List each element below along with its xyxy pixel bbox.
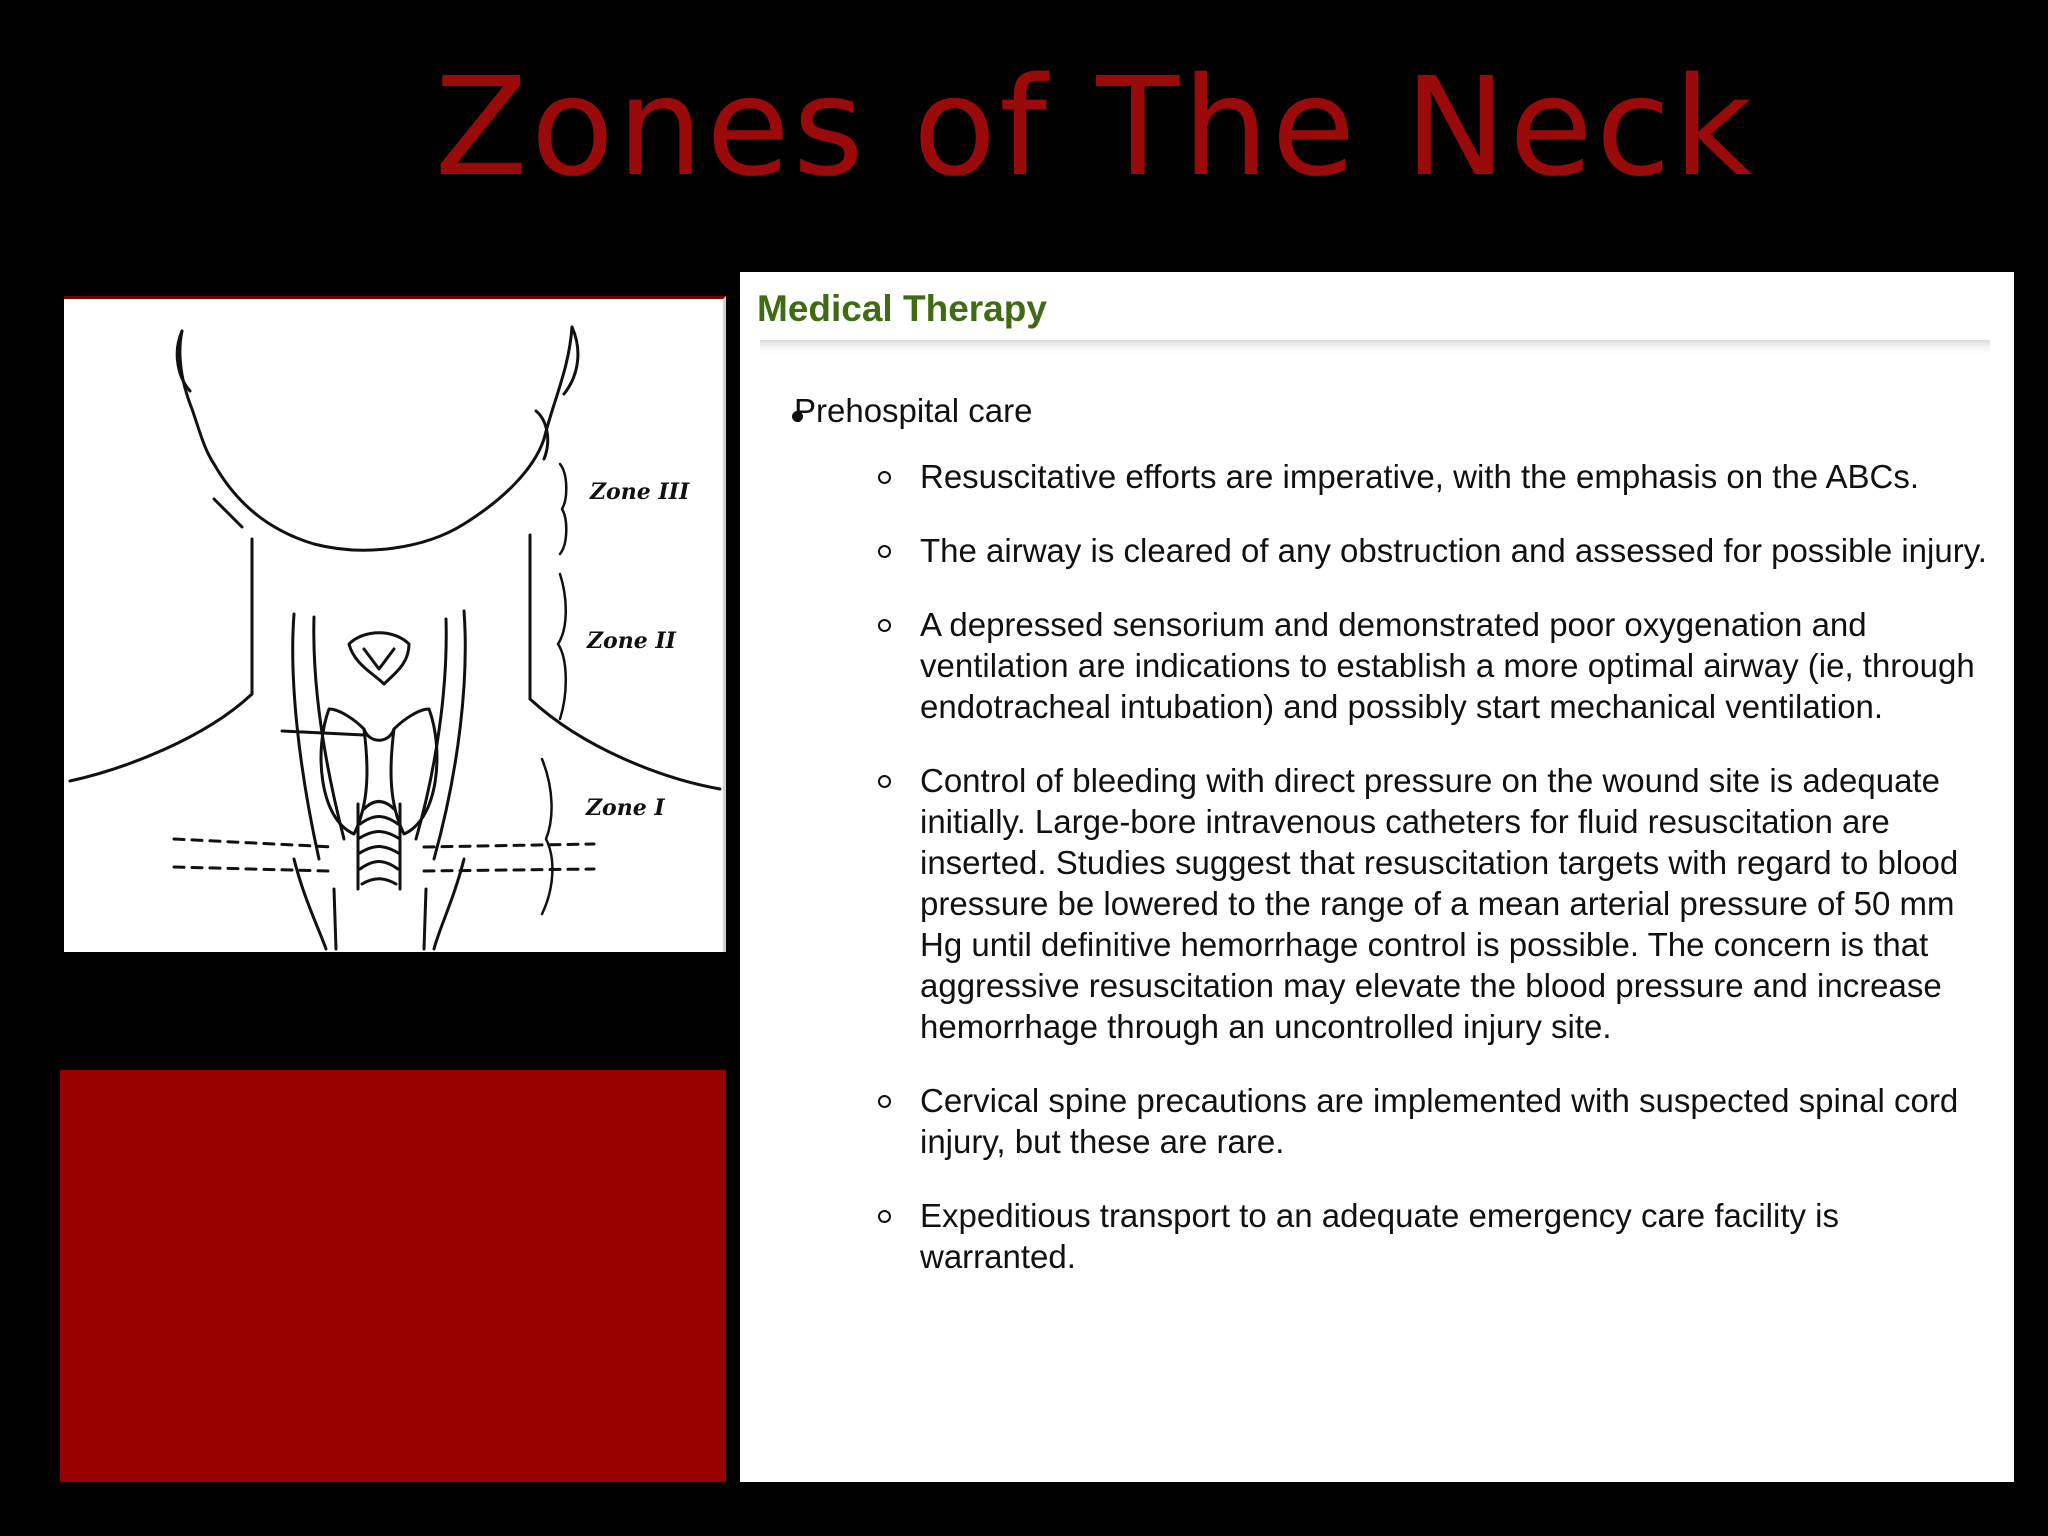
medical-therapy-panel (740, 272, 2014, 1482)
neck-illustration (64, 299, 726, 952)
zone-1-label: Zone I (586, 795, 665, 821)
zone-2-label: Zone II (587, 628, 676, 654)
neck-zones-diagram (64, 296, 726, 952)
red-accent-block (60, 1070, 726, 1482)
list-item: Resuscitative efforts are imperative, with the emphasis on the ABCs. (920, 456, 1990, 497)
list-item: Cervical spine precautions are implemented with suspected spinal cord injury, but these are rare. (920, 1080, 1990, 1162)
care-steps-list (920, 456, 1990, 1310)
section-label: Prehospital care (794, 392, 1033, 429)
article-heading: Medical Therapy (757, 288, 1047, 329)
heading-divider (760, 340, 1990, 354)
list-item: The airway is cleared of any obstruction and assessed for possible injury. (920, 530, 1990, 571)
list-item: Control of bleeding with direct pressure on the wound site is adequate initially. Large-bore intravenous catheters for fluid resuscitation are inserted. Studies suggest that resuscitation targets with regard to blood pressure be lowered to the range of a mean arterial pressure of 50 mm Hg until definitive hemorrhage control is possible. The concern is that aggressive resuscitation may elevate the blood pressure and increase hemorrhage through an uncontrolled injury site. (920, 760, 1990, 1047)
list-item: A depressed sensorium and demonstrated poor oxygenation and ventilation are indications to establish a more optimal airway (ie, through endotracheal intubation) and possibly start mechanical ventilation. (920, 604, 1990, 727)
slide-title: Zones of The Neck (434, 49, 1756, 207)
list-item: Expeditious transport to an adequate emergency care facility is warranted. (920, 1195, 1990, 1277)
zone-3-label: Zone III (590, 479, 690, 505)
